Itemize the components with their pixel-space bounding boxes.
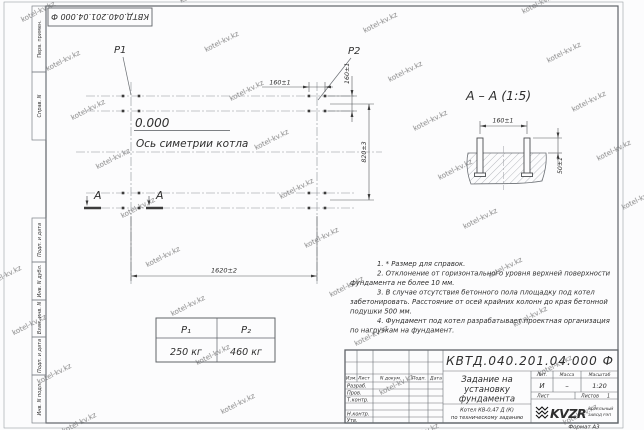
tb-title-line: установку	[464, 385, 510, 395]
load-table-value-p2: 460 кг	[230, 347, 262, 358]
note-line: 3. В случае отсутствия бетонного пола площадку под котел	[377, 288, 595, 297]
margin-label-podp-data-2: Подп. и дата	[37, 338, 43, 374]
tb-massa-label: Масса	[559, 373, 575, 378]
tb-masshtab-value: 1:20	[592, 382, 607, 390]
tb-listov-label: Листов	[581, 394, 599, 400]
plan-level-mark: 0.000	[135, 116, 170, 130]
tb-massa-value: –	[565, 382, 569, 390]
tb-header-izm: Изм.	[346, 376, 357, 382]
tb-title-line: Задание на	[461, 375, 513, 385]
tb-listov-value: 1	[607, 394, 611, 400]
plan-load-point-p2: P2	[348, 46, 361, 57]
tb-header-podp: Подп.	[412, 376, 426, 382]
tb-row-razrab: Разраб.	[347, 383, 367, 390]
tb-header-n-dokum: N докум.	[380, 376, 402, 382]
note-line: по нагрузкам на фундамент.	[350, 326, 455, 335]
tb-masshtab-label: Масштаб	[588, 373, 611, 378]
format-label: Формат А3	[568, 424, 600, 430]
margin-label-sprav-n: Справ. N	[37, 94, 43, 118]
tb-subtitle-line: Котел КВ-0,47 Д (К)	[460, 407, 514, 414]
tb-logo-sub2: ЗАВОД РЭП	[588, 412, 612, 417]
plan-axis-label: Ось симетрии котла	[136, 138, 249, 150]
tb-row-t-kontr: Т.контр.	[347, 397, 369, 404]
section-dim-160: 160±1	[492, 117, 514, 125]
section-title: А – А (1:5)	[466, 88, 532, 103]
margin-label-inv-n-dubl: Инв. N дубл.	[37, 264, 43, 298]
tb-logo-text: KVZR	[550, 406, 587, 421]
note-line: фундамента не более 10 мм.	[350, 279, 455, 287]
load-table-value-p1: 250 кг	[170, 347, 202, 358]
plan-dim-820: 820±3	[361, 141, 368, 163]
top-stamp-number: КВТД.040.201.04.000 Ф	[51, 12, 149, 21]
plan-dim-160-side: 160±1	[344, 62, 351, 84]
plan-dim-1620: 1620±2	[210, 266, 238, 275]
tb-subtitle-line: по техническому заданию	[450, 415, 524, 421]
note-line: забетонировать. Расстояние от осей крайних колонн до края бетонной	[350, 298, 608, 306]
tb-list-label: Лист	[537, 394, 550, 400]
margin-label-perv-primen: Перв. примен.	[37, 20, 43, 58]
tb-row-prov: Пров.	[347, 390, 362, 397]
tb-lit-label: Лит.	[536, 373, 548, 378]
tb-header-list: Лист	[358, 376, 370, 382]
tb-row-utv: Утв.	[347, 418, 358, 424]
tb-document-number: КВТД.040.201.04.000 Ф	[446, 354, 614, 368]
tb-logo-sub1: КОТЕЛЬНЫЙ	[588, 406, 614, 411]
margin-label-vzam-inv-n: Взам. инв. N	[37, 301, 43, 335]
plan-section-letter-1: А	[94, 189, 102, 202]
load-table-header-p1: P₁	[180, 325, 192, 336]
plan-load-point-p1: P1	[114, 45, 127, 56]
load-table-header-p2: P₂	[240, 325, 252, 336]
margin-label-inv-n-podl: Инв. N подл.	[37, 382, 43, 416]
note-line: 4. Фундамент под котел разрабатывает проектная организация	[377, 317, 610, 325]
note-line: 2. Отклонение от горизонтального уровня верхней поверхности	[377, 269, 611, 278]
plan-dim-160-top: 160±1	[269, 79, 291, 87]
tb-row-n-kontr: Н.контр.	[347, 411, 370, 418]
margin-label-podp-data-1: Подп. и дата	[37, 222, 43, 258]
tb-header-data: Дата	[430, 376, 442, 382]
tb-lit-value: И	[539, 382, 545, 390]
plan-section-letter-2: А	[156, 189, 164, 202]
notes	[350, 260, 611, 335]
section-dim-50: 50±1	[557, 157, 564, 174]
tb-title-line: фундамента	[458, 394, 516, 405]
note-line: 1. * Размер для справок.	[377, 260, 466, 268]
note-line: подушки 500 мм.	[350, 307, 412, 316]
